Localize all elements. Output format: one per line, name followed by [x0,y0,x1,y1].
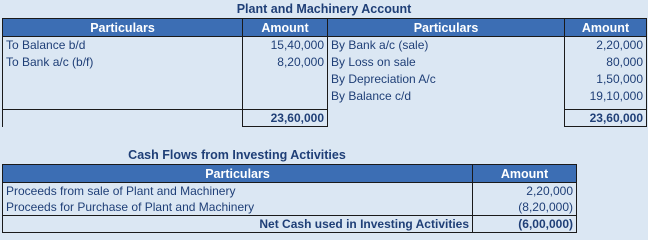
debit-amount: 8,20,000 [277,55,324,69]
credit-particular: By Balance c/d [331,89,412,103]
credit-amounts-cell [565,37,647,110]
cashflow-amount: (8,20,000) [473,199,577,216]
cashflow-header-amount: Amount [473,165,577,183]
ledger-title: Plant and Machinery Account [236,2,412,16]
cashflow-amount: 2,20,000 [473,183,577,200]
debit-particulars-cell [3,37,243,110]
cashflow-header-particulars: Particulars [3,165,473,183]
ledger-header-credit-particulars: Particulars [328,19,565,37]
credit-amount: 19,10,000 [589,89,643,103]
ledger-total-row [3,110,647,127]
credit-amount: 1,50,000 [596,72,643,86]
total-credit: 23,60,000 [565,110,647,127]
cashflow-particular: Proceeds from sale of Plant and Machinery [3,183,473,200]
cashflow-row [3,199,577,216]
total-spacer [328,110,565,127]
credit-particular: By Bank a/c (sale) [331,38,429,52]
cashflow-row [3,183,577,200]
ledger-table [2,18,647,127]
debit-amounts-cell [243,37,328,110]
cashflow-table [2,164,577,233]
net-cash-label: Net Cash used in Investing Activities [3,216,473,233]
cashflow-title: Cash Flows from Investing Activities [128,148,346,162]
total-spacer [3,110,243,127]
cashflow-particular: Proceeds for Purchase of Plant and Machinery [3,199,473,216]
credit-particular: By Depreciation A/c [331,72,436,86]
credit-amount: 2,20,000 [596,38,643,52]
debit-particular: To Balance b/d [6,38,86,52]
net-cash-amount: (6,00,000) [473,216,577,233]
debit-particular: To Bank a/c (b/f) [6,55,94,69]
debit-amount: 15,40,000 [270,38,324,52]
credit-particulars-cell [328,37,565,110]
ledger-header-debit-amount: Amount [243,19,328,37]
ledger-body-row [3,37,647,110]
credit-particular: By Loss on sale [331,55,416,69]
ledger-header-credit-amount: Amount [565,19,647,37]
cashflow-header-row [3,165,577,183]
total-debit: 23,60,000 [243,110,328,127]
cashflow-net-row [3,216,577,233]
credit-amount: 80,000 [606,55,643,69]
ledger-header-debit-particulars: Particulars [3,19,243,37]
ledger-header-row [3,19,647,37]
